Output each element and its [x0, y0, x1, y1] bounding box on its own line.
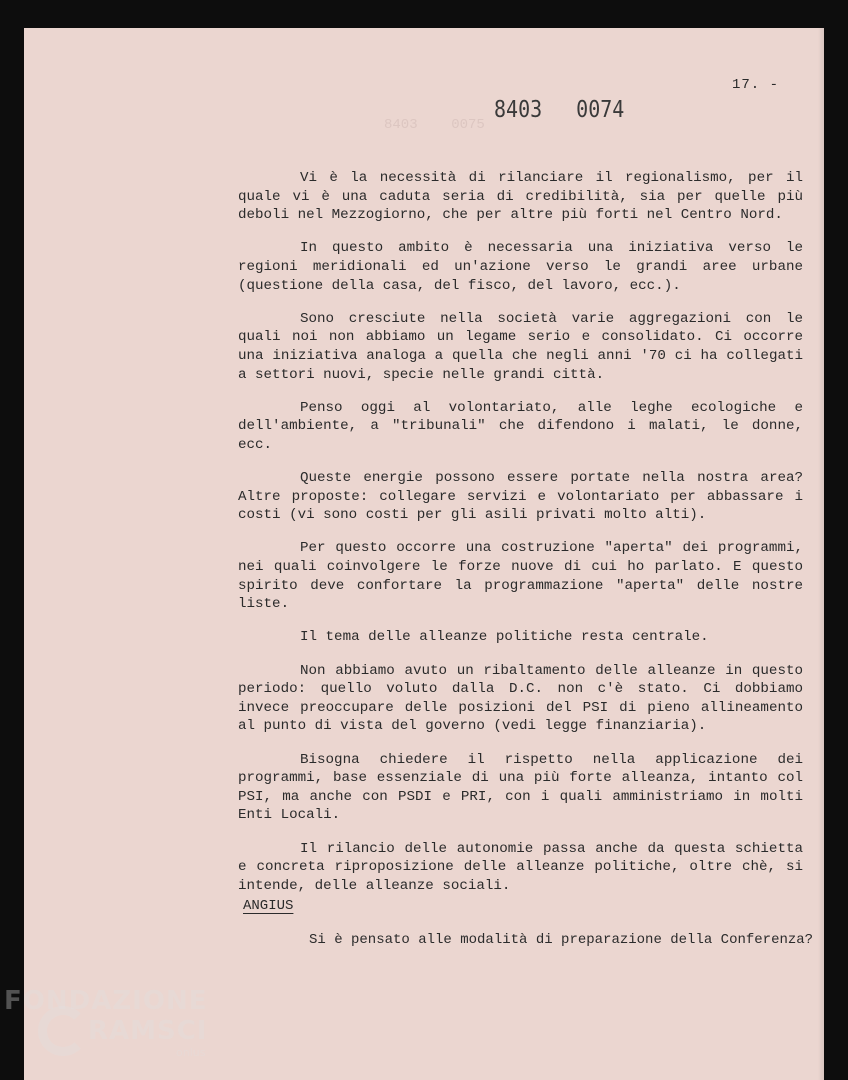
watermark-line: onlus [176, 1046, 206, 1059]
paragraph: Sono cresciute nella società varie aggregazioni con le quali noi non abbiamo un legame serio e consolidato. Ci occorre una iniziativa analoga a quella che negli anni '70 ci ha collegati a settori nuovi, specie nelle grandi città. [238, 310, 803, 383]
watermark-line: FONDAZIONE [4, 986, 208, 1016]
paragraph: Queste energie possono essere portate nella nostra area? Altre proposte: collegare servizi e volontariato per abbassare i costi (vi sono costi per gli asili privati molto alti). [238, 470, 803, 524]
paragraph: Per questo occorre una costruzione "aperta" dei programmi, nei quali coinvolgere le forze nuove di cui ho parlato. E questo spirito deve confortare la programmazione "aperta" delle nostre liste. [238, 540, 803, 613]
paragraph: Il tema delle alleanze politiche resta centrale. [300, 629, 709, 646]
speaker-question: Si è pensato alle modalità di preparazione della Conferenza? [309, 932, 814, 948]
bleed-through-text: 8403 0075 [384, 117, 485, 133]
document-page [24, 28, 824, 1080]
archive-code-part: 0074 [576, 95, 625, 123]
paragraph: Penso oggi al volontariato, alle leghe ecologiche e dell'ambiente, a "tribunali" che difendono i malati, le donne, ecc. [238, 399, 803, 453]
speaker-name: ANGIUS [243, 898, 294, 914]
watermark-line: RAMSCI [88, 1016, 208, 1046]
paragraph: Vi è la necessità di rilanciare il regionalismo, per il quale vi è una caduta seria di credibilità, sia per quelle più deboli nel Mezzogiorno, che per altre più forti nel Centro Nord. [238, 170, 803, 224]
g-logo-icon [38, 1006, 88, 1056]
archive-code-part: 8403 [494, 95, 543, 123]
archive-stamp [494, 95, 624, 123]
typed-body-text [238, 169, 803, 910]
fondazione-gramsci-watermark [4, 984, 224, 1074]
paragraph: In questo ambito è necessaria una iniziativa verso le regioni meridionali ed un'azione verso le grandi aree urbane (questione della casa, del fisco, del lavoro, ecc.). [238, 240, 803, 294]
paragraph: Il rilancio delle autonomie passa anche da questa schietta e concreta riproposizione delle alleanze politiche, oltre chè, si intende, delle alleanze sociali. [238, 840, 803, 894]
paragraph: Non abbiamo avuto un ribaltamento delle alleanze in questo periodo: quello voluto dalla D.C. non c'è stato. Ci dobbiamo invece preoccupare delle posizioni del PSI di pieno allineamento al punto di vista del governo (vedi legge finanziaria). [238, 662, 803, 735]
page-number: 17. - [732, 77, 780, 93]
paragraph: Bisogna chiedere il rispetto nella applicazione dei programmi, base essenziale di una più forte alleanza, intanto col PSI, ma anche con PSDI e PRI, con i quali amministriamo in molti Enti Locali. [238, 751, 803, 824]
